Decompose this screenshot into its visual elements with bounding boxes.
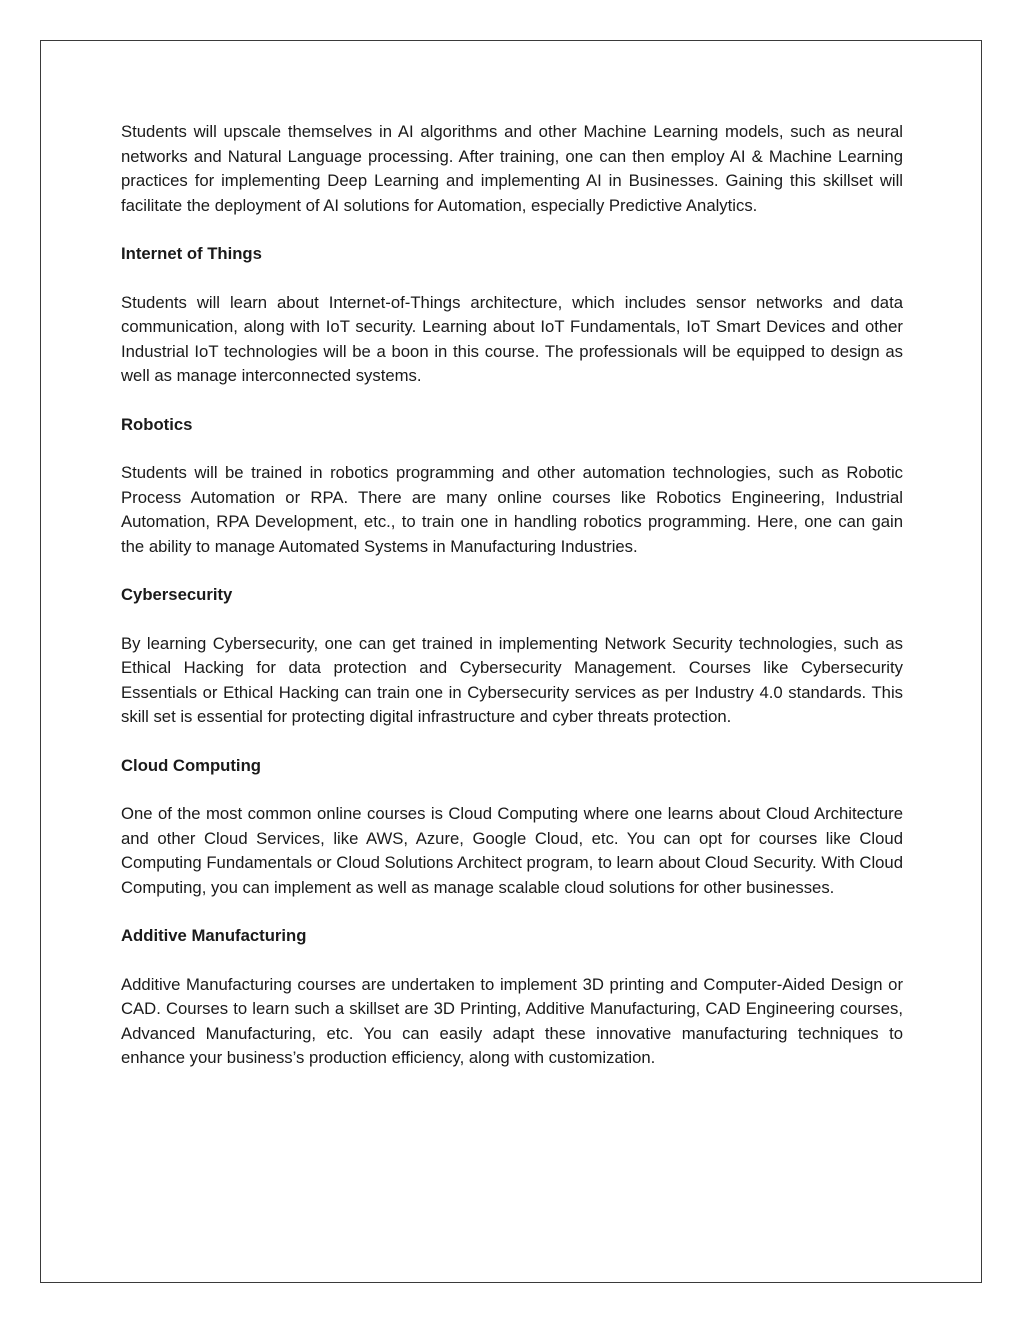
spacer bbox=[121, 730, 903, 754]
spacer bbox=[121, 949, 903, 973]
section-heading-additive-manufacturing: Additive Manufacturing bbox=[121, 926, 307, 945]
spacer bbox=[121, 900, 903, 924]
spacer bbox=[121, 559, 903, 583]
section-body-robotics: Students will be trained in robotics programming and other automation technologies, such as Robotic Process Automation or RPA. There are many online courses like Robotics Engineering, Industrial Automation, RPA Development, etc., to train one in handling robotics programming. Here, one can gain the ability to manage Automated Systems in Manufacturing Industries. bbox=[121, 463, 903, 556]
spacer bbox=[121, 437, 903, 461]
section-heading-iot: Internet of Things bbox=[121, 244, 262, 263]
spacer bbox=[121, 778, 903, 802]
section-body-additive-manufacturing: Additive Manufacturing courses are undertaken to implement 3D printing and Computer-Aided Design or CAD. Courses to learn such a skillset are 3D Printing, Additive Manufacturing, CAD Engineering courses, Advanced Manufacturing, etc. You can easily adapt these innovative manufacturing techniques to enhance your business’s production efficiency, along with customization. bbox=[121, 974, 903, 1067]
section-body-cybersecurity: By learning Cybersecurity, one can get trained in implementing Network Security technologies, such as Ethical Hacking for data protection and Cybersecurity Management. Courses like Cybersecurity Essentials or Ethical Hacking can train one in Cybersecurity services as per Industry 4.0 standards. This skill set is essential for protecting digital infrastructure and cyber threats protection. bbox=[121, 633, 903, 726]
spacer bbox=[121, 389, 903, 413]
section-body-cloud-computing: One of the most common online courses is Cloud Computing where one learns about Cloud Architecture and other Cloud Services, like AWS, Azure, Google Cloud, etc. You can opt for courses like Cloud Computing Fundamentals or Cloud Solutions Architect program, to learn about Cloud Security. With Cloud Computing, you can implement as well as manage scalable cloud solutions for other businesses. bbox=[121, 804, 903, 897]
section-heading-robotics: Robotics bbox=[121, 414, 193, 434]
section-heading-cloud-computing: Cloud Computing bbox=[121, 755, 261, 775]
spacer bbox=[121, 218, 903, 242]
document-body bbox=[121, 120, 903, 1071]
intro-paragraph: Students will upscale themselves in AI algorithms and other Machine Learning models, such as neural networks and Natural Language processing. After training, one can then employ AI & Machine Learning practices for implementing Deep Learning and implementing AI in Businesses. Gaining this skillset will facilitate the deployment of AI solutions for Automation, especially Predictive Analytics. bbox=[121, 122, 903, 215]
spacer bbox=[121, 608, 903, 632]
section-body-iot: Students will learn about Internet-of-Things architecture, which includes sensor networks and data communication, along with IoT security. Learning about IoT Fundamentals, IoT Smart Devices and other Industrial IoT technologies will be a boon in this course. The professionals will be equipped to design as well as manage interconnected systems. bbox=[121, 292, 903, 385]
spacer bbox=[121, 267, 903, 291]
section-heading-cybersecurity: Cybersecurity bbox=[121, 585, 233, 604]
